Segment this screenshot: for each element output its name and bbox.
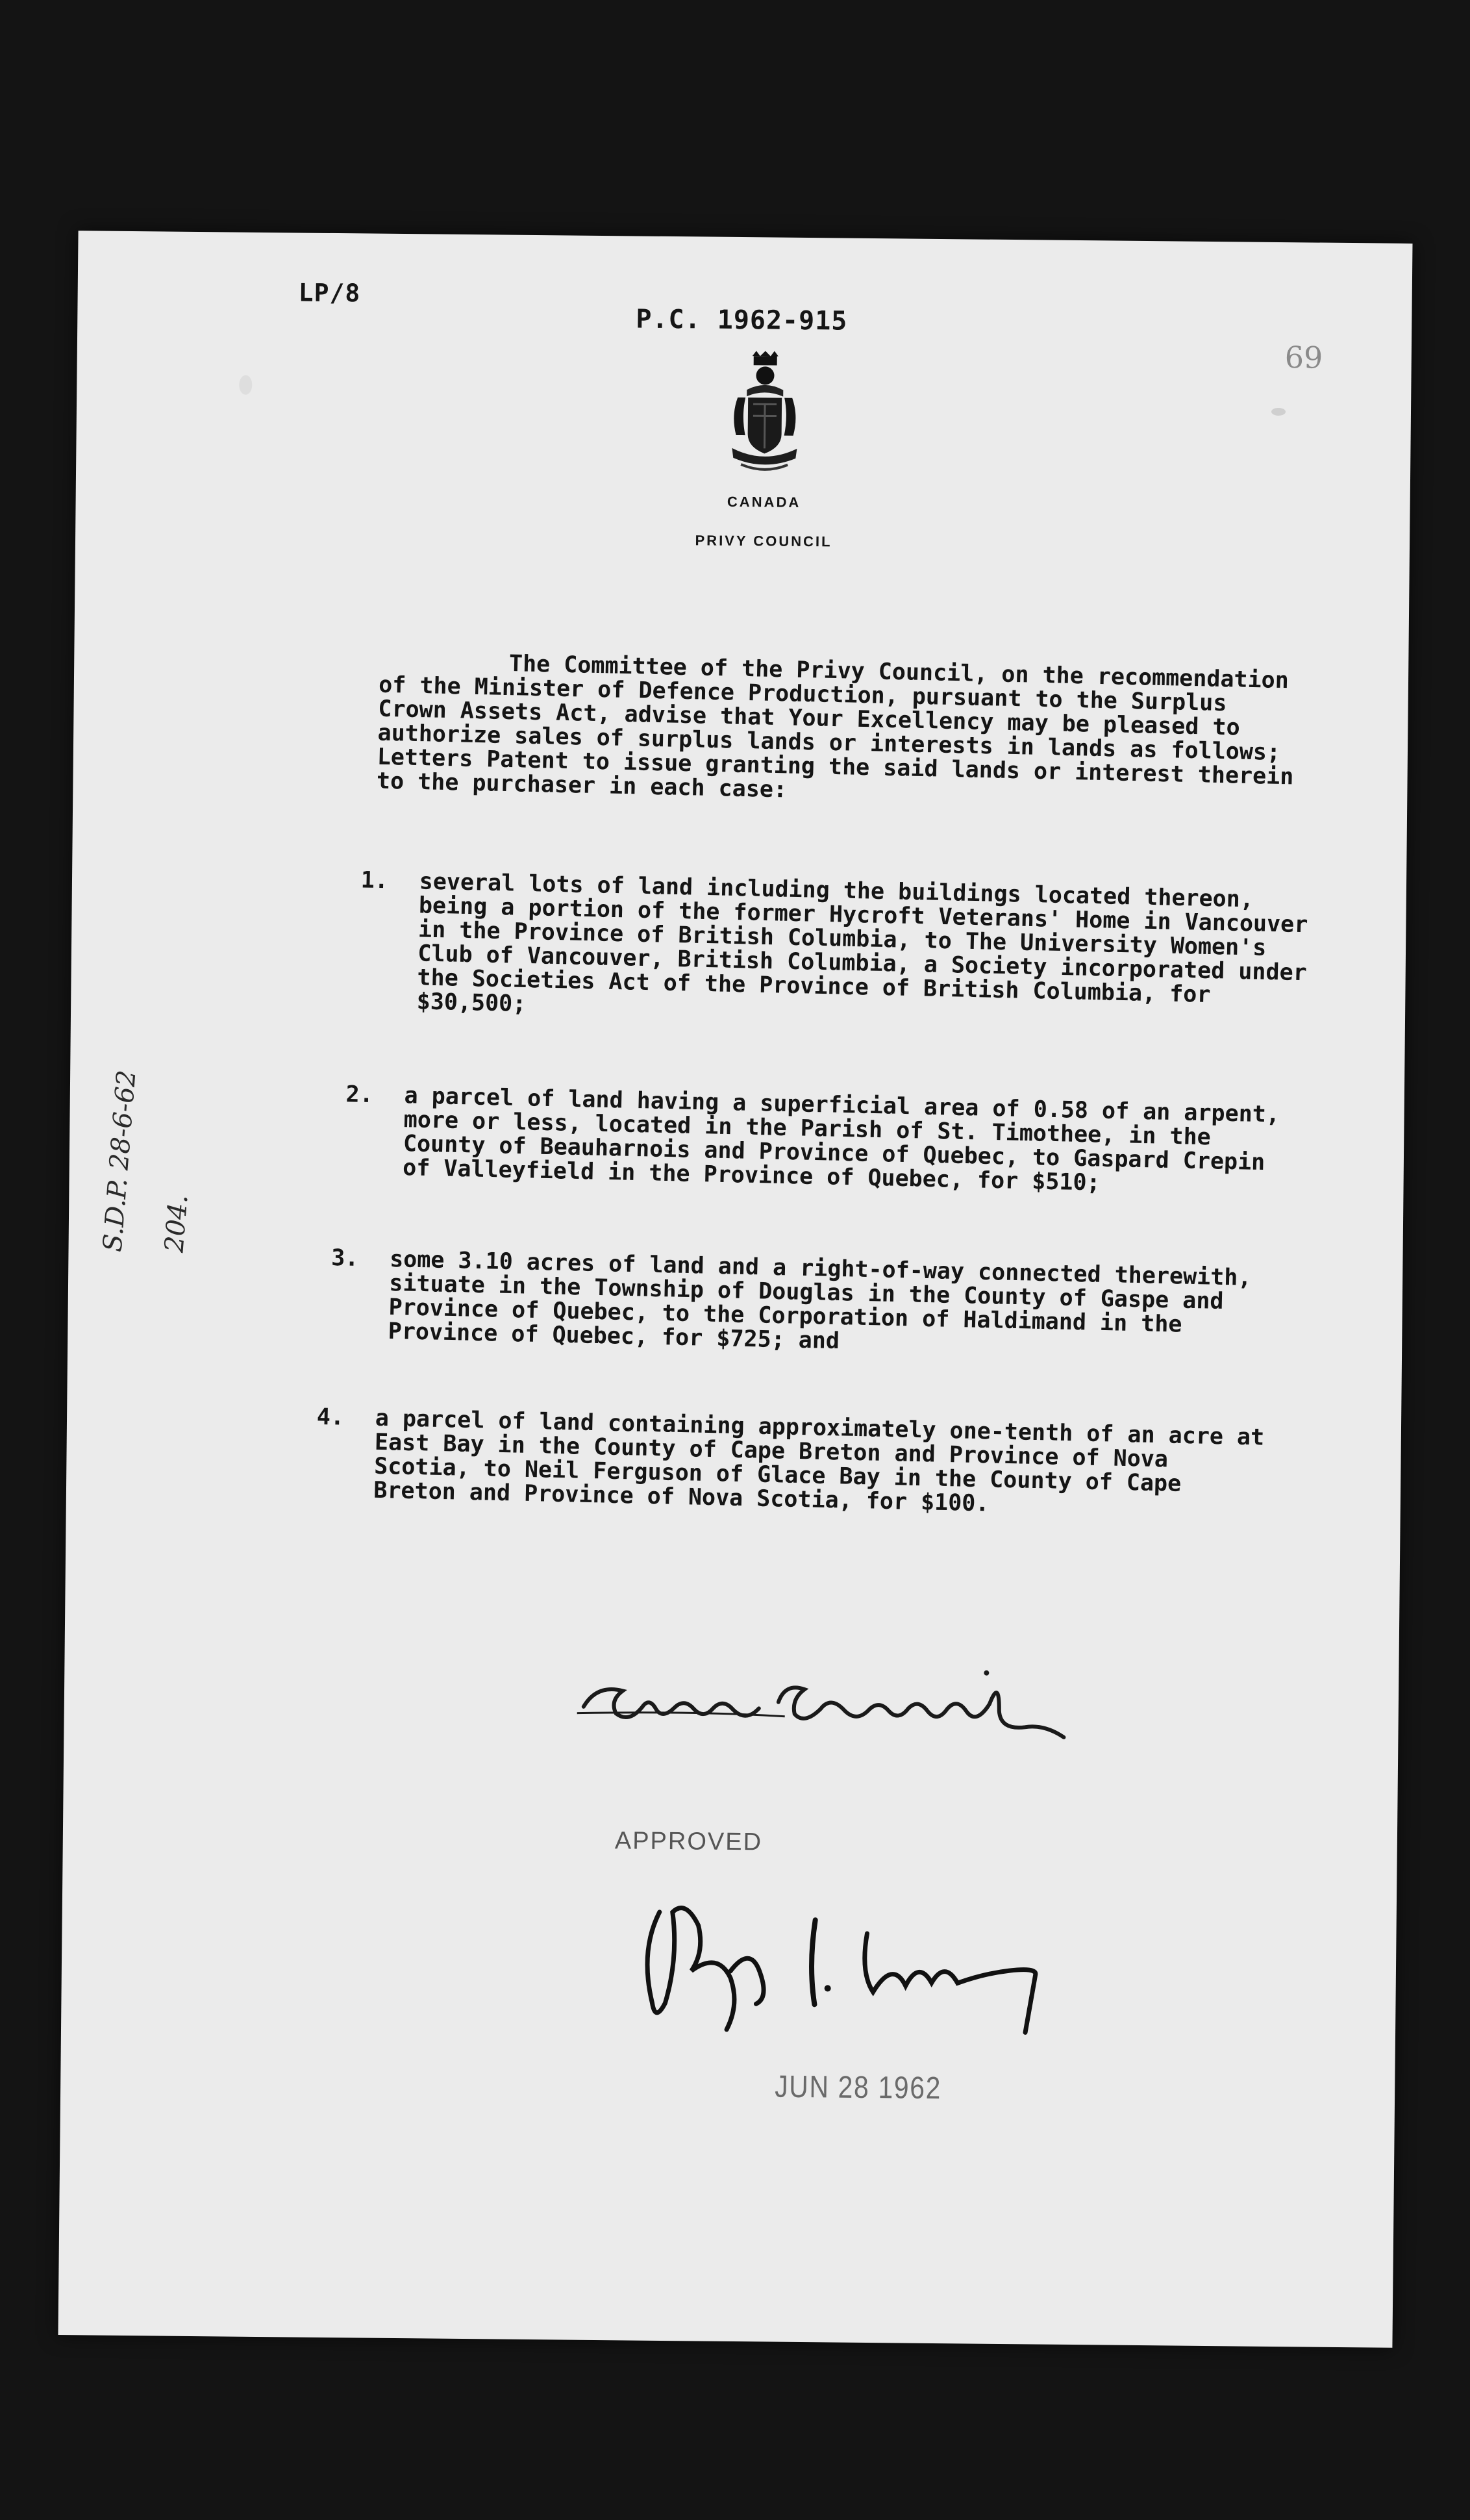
approved-label: APPROVED bbox=[614, 1827, 763, 1856]
list-item-number: 2. bbox=[345, 1081, 374, 1109]
list-item-number: 3. bbox=[330, 1245, 359, 1272]
clerk-signature bbox=[570, 1661, 1090, 1751]
order-number: P.C. 1962-915 bbox=[636, 304, 848, 336]
paper-speck bbox=[239, 375, 252, 395]
list-item-text: a parcel of land having a superficial area of 0.58 of an arpent, more or less, located in the Parish of St. Timothee, in the County of Beauharnois and Province of Quebec, to Gaspard Crepin of Valleyfield in the Province of Quebec, for $510; bbox=[402, 1083, 1280, 1196]
document-page bbox=[58, 231, 1412, 2348]
approval-date-stamp: JUN 28 1962 bbox=[774, 2069, 942, 2106]
file-reference: LP/8 bbox=[298, 278, 361, 308]
page-number: 69 bbox=[1284, 340, 1323, 375]
paper-speck bbox=[1271, 408, 1286, 416]
governor-signature bbox=[619, 1872, 1076, 2059]
list-item bbox=[358, 868, 1315, 1033]
list-item-text: some 3.10 acres of land and a right-of-way connected therewith, situate in the Township of Douglas in the County of Gaspe and Province of Quebec, to the Corporation of Haldimand in the Province of Quebec, for $725; and bbox=[388, 1246, 1252, 1355]
coat-of-arms-icon bbox=[719, 351, 811, 475]
margin-handwritten-note-2: 204. bbox=[159, 1193, 194, 1254]
list-item bbox=[344, 1083, 1301, 1200]
margin-handwritten-note: S.D.P. 28-6-62 bbox=[97, 1068, 142, 1254]
council-label: PRIVY COUNCIL bbox=[695, 532, 832, 550]
intro-paragraph: The Committee of the Privy Council, on the recommendation of the Minister of Defence Production, pursuant to the Surplus Crown Assets Act, advise that Your Excellency may be pleased to authorize sales of surplus lands or interests in lands as follows; Letters Patent to issue granting the said lands or interest therein to the purchaser in each case: bbox=[376, 651, 1294, 803]
list-item bbox=[315, 1405, 1271, 1522]
list-item-text: a parcel of land containing approximately one-tenth of an acre at East Bay in the County of Cape Breton and Province of Nova Scotia, to Neil Ferguson of Glace Bay in the County of Cape Breton and Province of Nova Scotia, for $100. bbox=[373, 1405, 1265, 1517]
list-item-text: several lots of land including the buildings located thereon, being a portion of the former Hycroft Veterans' Home in Vancouver in the Province of British Columbia, to The University Women's Club of Vancouver, British Columbia, a Society incorporated under the Societies Act of the Province of British Columbia, for $30,500; bbox=[416, 868, 1308, 1018]
list-item-number: 4. bbox=[316, 1404, 345, 1431]
list-item bbox=[329, 1246, 1286, 1363]
list-item-number: 1. bbox=[360, 867, 389, 894]
country-label: CANADA bbox=[727, 493, 801, 510]
